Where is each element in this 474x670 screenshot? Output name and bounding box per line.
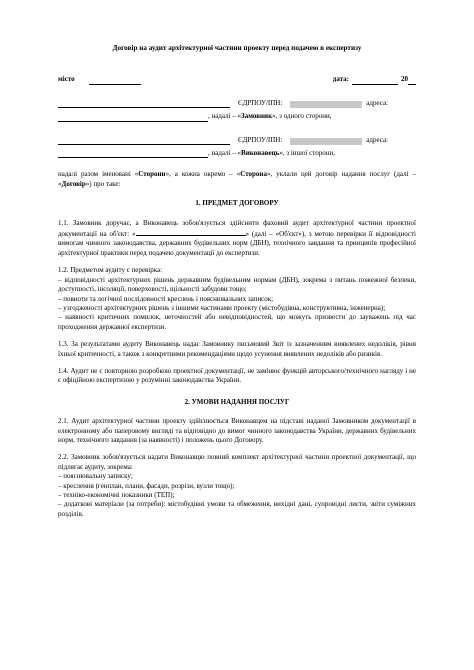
customer-role-prefix: , надалі – « [208, 112, 242, 121]
clause-1-2: 1.2. Предметом аудиту є перевірка: – відповідності архітектурних рішень державним будівельним нормам (ДБН), зокрема з питань пожежної безпеки, доступності, інсоляції, поверховості, щільності забудови тощо; – повноти та логічної послідовності креслень і пояснювальних записок; – узгодженості архітектурних рішень з іншими частинами проекту (містобудівна, конструктивна, інженерна); – наявності критичних помилок, неточностей або невідповідностей, що можуть призвести до зауважень під час проходження державної експертизи. [58, 266, 416, 331]
city-label: місто [58, 75, 75, 84]
contractor-role-suffix: », з іншої сторони, [279, 149, 335, 158]
clause-1-3: 1.3. За результатами аудиту Виконавець надає Замовнику письмовий Звіт із зазначенням виявлених недоліків, рівня їхньої критичності, а також з конкретними рекомендаціями щодо усунення виявлених недоліків або ризиків. [58, 340, 416, 358]
list-item: – техніко-економічні показники (ТЕП); [58, 491, 175, 499]
contractor-role-prefix: , надалі – « [208, 149, 242, 158]
party-contractor [58, 136, 416, 159]
list-item: – повноти та логічної послідовності креслень і пояснювальних записок; [58, 294, 274, 303]
list-item: – відповідності архітектурних рішень державним будівельним нормам (ДБН), зокрема з питань пожежної безпеки, доступності, інсоляції, поверховості, щільності забудови тощо; [58, 275, 416, 294]
city-date-row [58, 75, 416, 84]
customer-role-suffix: », з одного сторони, [272, 112, 332, 121]
customer-name-field[interactable] [58, 100, 230, 108]
party-customer [58, 99, 416, 122]
clause-2-2: 2.2. Замовник зобов'язується надати Виконавцю повний комплект архітектурної частини проектної документації, що підлягає аудиту, зокрема: – пояснювальну записку; – креслення (генплан, плани, фасади, розрізи, вузли тощо); – техніко-економічні показники (ТЕП); – додаткові матеріали (за потреби): містобудівні умови та обмеження, вихідні дані, супровідні листи, звіти суміжних розділів. [58, 453, 416, 518]
city-field[interactable] [89, 77, 141, 85]
date-field[interactable] [352, 77, 398, 85]
section-2-heading: 2. УМОВИ НАДАННЯ ПОСЛУГ [184, 397, 290, 406]
contractor-name-field[interactable] [58, 137, 230, 145]
date-label: дата: [332, 75, 349, 84]
object-name-field[interactable] [136, 228, 246, 236]
clause-1-4: 1.4. Аудит не є повторною розробкою проектної документації, не замінює функцій авторського/технічного нагляду і не є офіційною експертизою у розумінні законодавства України. [58, 366, 416, 385]
list-item: – узгодженості архітектурних рішень з іншими частинами проекту (містобудівна, конструктивна, інженерна); [58, 303, 386, 312]
list-item: – додаткові матеріали (за потреби): містобудівні умови та обмеження, вихідні дані, супровідні листи, звіти суміжних розділів. [58, 500, 416, 518]
customer-edrpou-label: ЄДРПОУ/ІПН: [238, 98, 283, 107]
document-title: Договір на аудит архітектурної частини проекту перед подачею в експертизу [112, 44, 362, 52]
intro-paragraph: надалі разом іменовані «Сторони», а кожна окремо – «Сторона», уклали цей договір надання послуг (далі – «Договір») про таке: [58, 170, 416, 188]
clause-2-1: 2.1. Аудит архітектурної частини проекту здійснюється Виконавцем на підставі наданої Замовником документації в електронному або паперовому вигляді та відповідно до вимог чинного законодавства України, державних будівельних норм, технічного завдання (за наявності) і положень цього Договору. [58, 417, 416, 444]
contractor-address-label: адреса: [366, 135, 388, 144]
contractor-role-name: Виконавець [241, 149, 280, 158]
customer-role-name: Замовник [241, 112, 273, 121]
contractor-edrpou-label: ЄДРПОУ/ІПН: [238, 135, 283, 144]
list-item: – креслення (генплан, плани, фасади, розрізи, вузли тощо); [58, 481, 235, 490]
section-1-heading: 1. ПРЕДМЕТ ДОГОВОРУ [195, 199, 279, 208]
list-item: – пояснювальну записку; [58, 472, 133, 481]
year-prefix: 20 [401, 75, 408, 84]
contractor-address-field[interactable] [58, 150, 208, 158]
year-field[interactable] [408, 77, 416, 85]
customer-edrpou-field[interactable] [290, 101, 362, 108]
clause-1-1: 1.1. Замовник доручає, а Виконавець зобов'язується здійснити фаховий аудит архітектурної частини проектної документації на об'єкт: « » (далі – «Об'єкт»), з метою перевірки її відповідності вимогам чинного законодавства, державних будівельних норм (ДБН), технічного завдання та принципів професійної архітектурної практики перед подачею документації до експертизи. [58, 218, 416, 257]
contractor-edrpou-field[interactable] [290, 138, 362, 145]
customer-address-label: адреса: [366, 98, 388, 107]
customer-address-field[interactable] [58, 114, 208, 122]
list-item: – наявності критичних помилок, неточностей або невідповідностей, що можуть призвести до зауважень під час проходження державної експертизи. [58, 313, 416, 331]
